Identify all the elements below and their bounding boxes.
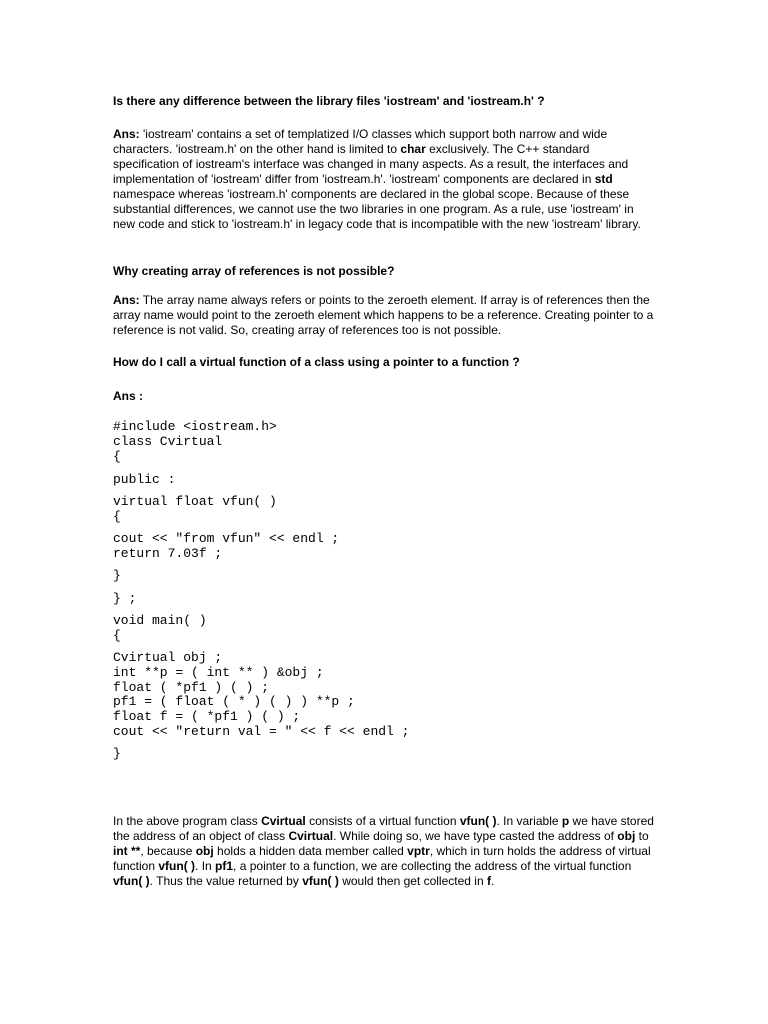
- explanation-paragraph: In the above program class Cvirtual consists of a virtual function vfun( ). In variable p we have stored the address of an object of class Cvirtual. While doing so, we have type casted the address of obj to int **, because obj holds a hidden data member called vptr, which in turn holds the address of virtual function vfun( ). In pf1, a pointer to a function, we are collecting the address of the virtual function vfun( ). Thus the value returned by vfun( ) would then get collected in f.: [113, 814, 654, 888]
- code-block-vfun-signature: virtual float vfun( ) {: [113, 494, 277, 524]
- code-block-vfun-close: }: [113, 568, 121, 583]
- answer-1: Ans: 'iostream' contains a set of templatized I/O classes which support both narrow and wide characters. 'iostream.h' on the other hand is limited to char exclusively. The C++ standard specification of iostream's interface was changed in many aspects. As a result, the interfaces and implementation of 'iostream' differ from 'iostream.h'. 'iostream' components are declared in std namespace whereas 'iostream.h' components are declared in the global scope. Because of these substantial differences, we cannot use the two libraries in one program. As a rule, use 'iostream' in new code and stick to 'iostream.h' in legacy code that is incompatible with the new 'iostream' library.: [113, 127, 641, 231]
- answer-label: Ans :: [113, 389, 143, 403]
- code-block-include-class: #include <iostream.h> class Cvirtual {: [113, 419, 277, 464]
- code-block-main-signature: void main( ) {: [113, 613, 207, 643]
- question-2: Why creating array of references is not possible?: [113, 264, 395, 278]
- question-3: How do I call a virtual function of a class using a pointer to a function ?: [113, 355, 520, 369]
- code-block-main-body: Cvirtual obj ; int **p = ( int ** ) &obj ; float ( *pf1 ) ( ) ; pf1 = ( float ( * ) ( ) ) **p ; float f = ( *pf1 ) ( ) ; cout << "return val = " << f << endl ;: [113, 650, 410, 739]
- answer-label: Ans:: [113, 127, 140, 141]
- answer-2: Ans: The array name always refers or points to the zeroeth element. If array is of references then the array name would point to the zeroeth element which happens to be a reference. Creating pointer to a reference is not valid. So, creating array of references too is not possible.: [113, 293, 654, 337]
- code-block-class-close: } ;: [113, 591, 137, 606]
- answer-label: Ans:: [113, 293, 140, 307]
- code-block-vfun-body: cout << "from vfun" << endl ; return 7.03f ;: [113, 531, 340, 561]
- question-1: Is there any difference between the library files 'iostream' and 'iostream.h' ?: [113, 94, 545, 108]
- code-block-public: public :: [113, 472, 176, 487]
- code-block-main-close: }: [113, 746, 121, 761]
